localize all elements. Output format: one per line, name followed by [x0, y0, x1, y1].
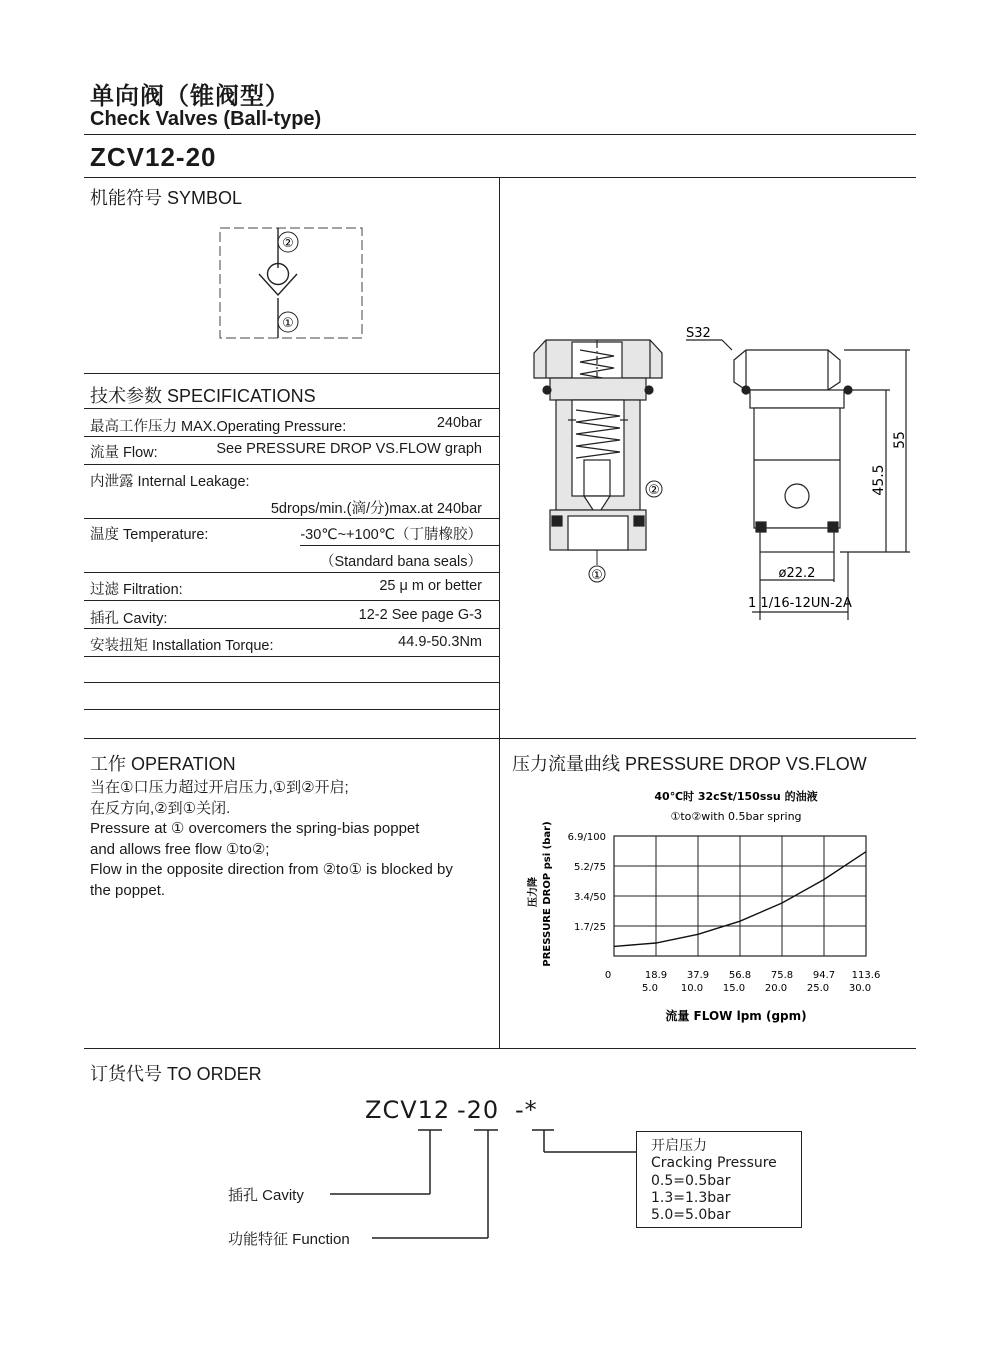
cracking-pressure-box: [636, 1131, 802, 1228]
pressure-flow-chart: [510, 782, 910, 1032]
operation-line: Pressure at ① overcomers the spring-bias poppet: [90, 820, 420, 838]
spec-value: 5drops/min.(滴/分)max.at 240bar: [270, 501, 482, 517]
chart-subtitle: ①to②with 0.5bar spring: [670, 810, 802, 823]
box-title-en: Cracking Pressure: [651, 1155, 777, 1171]
divider: [84, 408, 499, 409]
box-option: 5.0=5.0bar: [651, 1207, 731, 1223]
thread-label: 1 1/16-12UN-2A: [748, 596, 852, 611]
hex-label: S32: [686, 326, 711, 341]
valve-drawing: [510, 320, 930, 620]
spec-label: 过滤 Filtration:: [90, 582, 183, 598]
y-tick-label: 6.9/100: [567, 832, 606, 843]
x-axis-label: 流量 FLOW lpm (gpm): [665, 1009, 807, 1023]
y-tick-label: 5.2/75: [574, 862, 606, 873]
specs-heading: 技术参数 SPECIFICATIONS: [90, 386, 316, 406]
x-tick-label-lpm: 37.9: [686, 970, 710, 981]
model-number: ZCV12-20: [90, 142, 217, 172]
operation-line: the poppet.: [90, 881, 166, 899]
divider: [84, 436, 499, 437]
drawing-port-1: ①: [591, 568, 603, 583]
divider: [84, 628, 499, 629]
spec-value: -30℃~+100℃（丁腈橡胶）: [300, 527, 482, 543]
spec-label: 最高工作压力 MAX.Operating Pressure:: [90, 419, 347, 435]
chart-title: 40℃时 32cSt/150ssu 的油液: [654, 790, 818, 803]
operation-line: Flow in the opposite direction from ②to① is blocked by: [90, 861, 453, 879]
divider: [300, 545, 499, 546]
chart-heading: 压力流量曲线 PRESSURE DROP VS.FLOW: [512, 754, 867, 774]
spec-value: 44.9-50.3Nm: [398, 634, 482, 650]
x-tick-label-lpm: 94.7: [812, 970, 836, 981]
divider: [84, 709, 499, 710]
box-option: 0.5=0.5bar: [651, 1173, 731, 1189]
spec-value: 25 μ m or better: [379, 578, 482, 594]
x-tick-label-lpm: 113.6: [851, 970, 881, 981]
order-code-option: -*: [515, 1096, 538, 1124]
box-option: 1.3=1.3bar: [651, 1190, 731, 1206]
x-tick-label-gpm: 25.0: [806, 983, 830, 994]
box-title-cn: 开启压力: [651, 1138, 707, 1154]
divider: [84, 134, 916, 135]
operation-heading: 工作 OPERATION: [90, 754, 236, 774]
divider: [84, 682, 499, 683]
drawing-port-2: ②: [648, 483, 660, 498]
divider: [84, 177, 916, 178]
dim-45-5: 45.5: [871, 464, 887, 496]
spec-value: （Standard bana seals）: [319, 554, 482, 570]
x-tick-label-gpm: 10.0: [680, 983, 704, 994]
x-tick-zero: 0: [604, 970, 612, 981]
x-tick-label-lpm: 56.8: [728, 970, 752, 981]
divider: [84, 656, 499, 657]
spec-label: 内泄露 Internal Leakage:: [90, 474, 250, 490]
operation-text: [90, 778, 495, 902]
divider: [84, 464, 499, 465]
chart-plot-area: [568, 832, 881, 994]
divider: [84, 572, 499, 573]
order-code-model: ZCV12: [365, 1096, 451, 1124]
spec-label: 流量 Flow:: [90, 445, 158, 461]
symbol-heading: 机能符号 SYMBOL: [90, 188, 243, 208]
dia-label: ø22.2: [778, 566, 816, 581]
title-cn: 单向阀（锥阀型）: [90, 83, 290, 110]
divider: [84, 738, 916, 739]
function-label: 功能特征 Function: [228, 1231, 350, 1248]
order-code-cavity: -20: [457, 1096, 500, 1124]
y-axis-label: PRESSURE DROP psi (bar): [542, 821, 553, 967]
operation-line: and allows free flow ①to②;: [90, 840, 270, 858]
y-axis-label-cn: 压力降: [528, 877, 539, 907]
y-tick-label: 1.7/25: [574, 922, 606, 933]
divider: [84, 1048, 916, 1049]
symbol-diagram: [210, 222, 380, 344]
spec-label: 安装扭矩 Installation Torque:: [90, 638, 274, 654]
operation-line: 在反方向,②到①关闭.: [90, 799, 231, 817]
divider: [499, 738, 500, 1048]
divider: [84, 518, 499, 519]
divider: [499, 178, 500, 738]
title-en: Check Valves (Ball-type): [90, 108, 322, 130]
x-tick-label-gpm: 5.0: [642, 983, 658, 994]
order-heading: 订货代号 TO ORDER: [90, 1064, 262, 1084]
x-tick-label-gpm: 30.0: [848, 983, 872, 994]
spec-value: 12-2 See page G-3: [358, 607, 482, 623]
x-tick-label-gpm: 20.0: [764, 983, 788, 994]
spec-value: See PRESSURE DROP VS.FLOW graph: [216, 441, 482, 457]
divider: [84, 600, 499, 601]
dim-55: 55: [892, 431, 908, 449]
spec-label: 插孔 Cavity:: [90, 611, 168, 627]
divider: [84, 373, 499, 374]
port-1-label: ①: [282, 316, 294, 331]
spec-value: 240bar: [436, 415, 482, 431]
operation-line: 当在①口压力超过开启压力,①到②开启;: [90, 779, 349, 796]
port-2-label: ②: [282, 236, 294, 251]
spec-label: 温度 Temperature:: [90, 527, 209, 543]
x-tick-label-gpm: 15.0: [722, 983, 746, 994]
y-tick-label: 3.4/50: [574, 892, 606, 903]
cavity-label: 插孔 Cavity: [228, 1187, 304, 1204]
x-tick-label-lpm: 75.8: [770, 970, 794, 981]
x-tick-label-lpm: 18.9: [644, 970, 668, 981]
